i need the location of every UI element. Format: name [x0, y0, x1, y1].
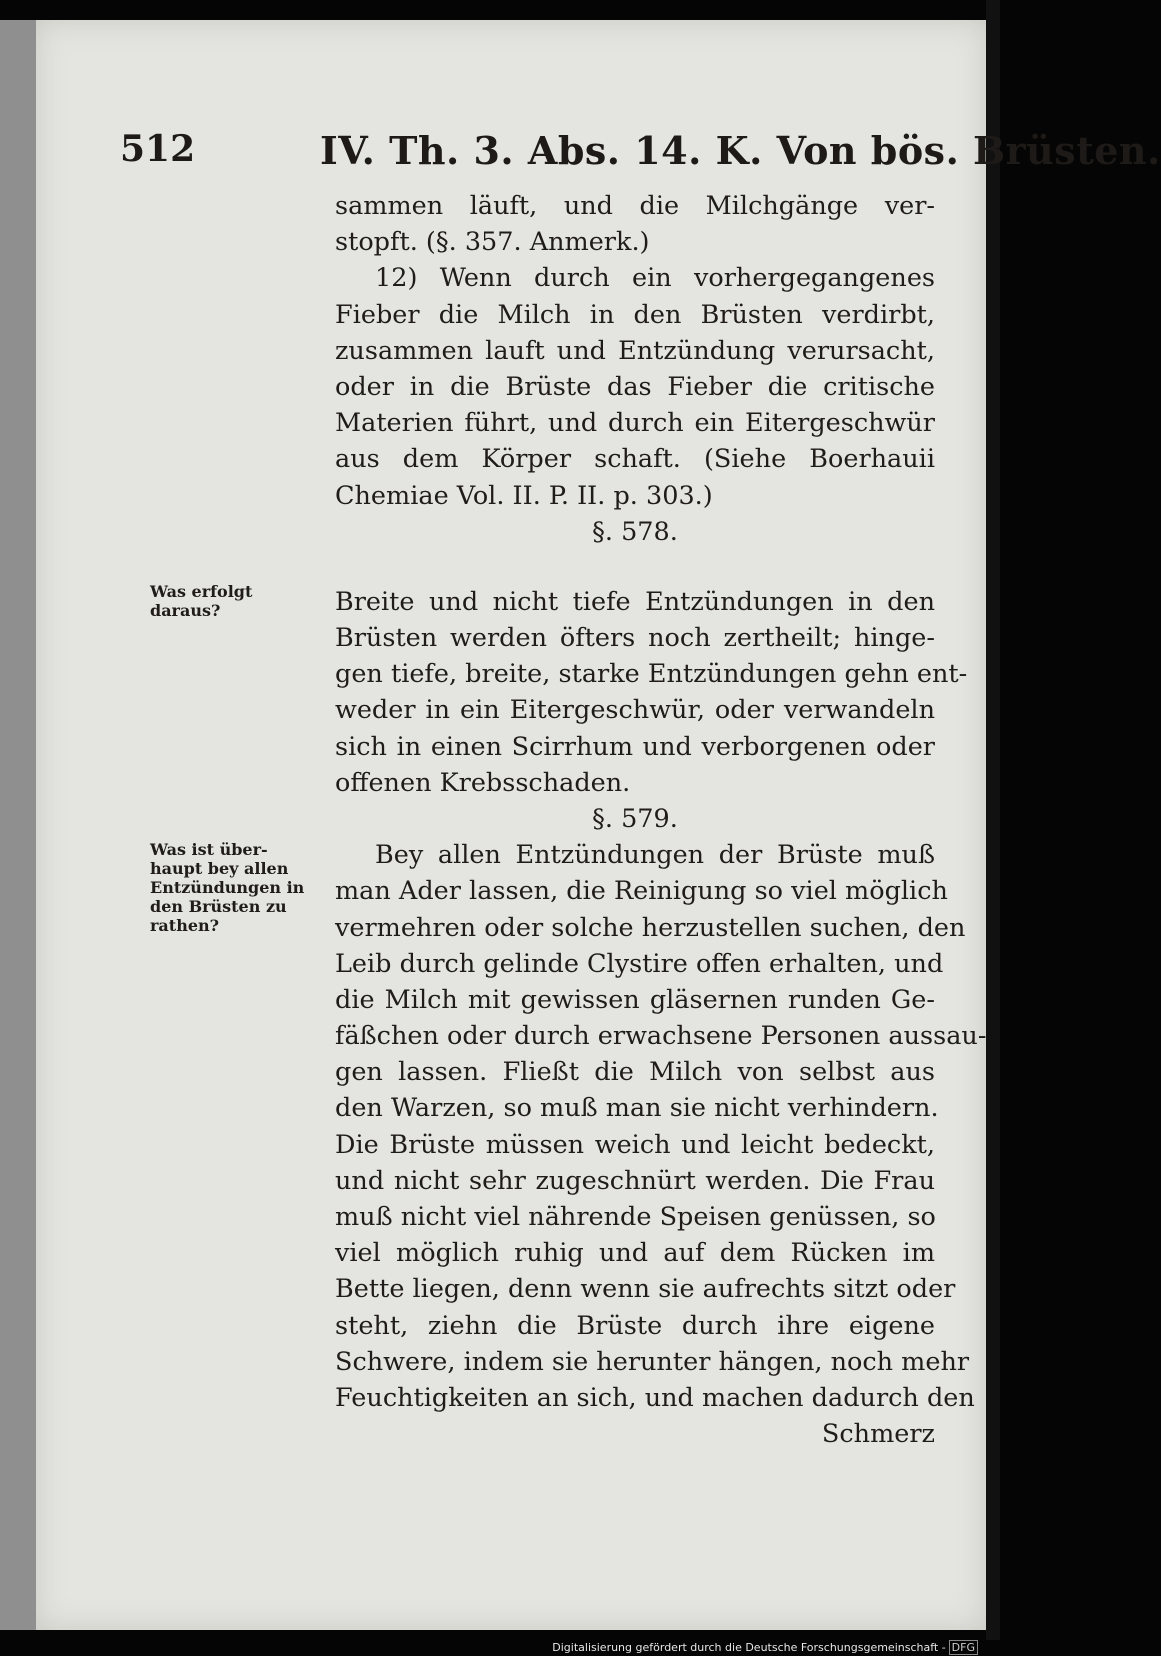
catchword: Schmerz — [821, 1419, 935, 1450]
text-line: Brüsten werden öfters noch zertheilt; hinge- — [335, 623, 935, 653]
text-line: viel möglich ruhig und auf dem Rücken im — [335, 1238, 935, 1269]
text-line: Bey allen Entzündungen der Brüste muß — [375, 840, 935, 871]
text-line: zusammen lauft und Entzündung verursacht, — [335, 335, 935, 366]
text-line: steht, ziehn die Brüste durch ihre eigene — [335, 1310, 935, 1341]
text-line: den Warzen, so muß man sie nicht verhindern. — [335, 1093, 939, 1124]
scan-left-edge — [0, 20, 36, 1630]
digitization-credit — [552, 1641, 978, 1654]
text-line: weder in ein Eitergeschwür, oder verwandeln — [335, 695, 935, 726]
margin-note: Was ist über- haupt bey allen Entzündungen in den Brüsten zu rathen? — [150, 840, 305, 935]
credit-text: Digitalisierung gefördert durch die Deutsche Forschungsgemeinschaft - — [552, 1641, 946, 1654]
text-line: oder in die Brüste das Fieber die critische — [335, 371, 935, 402]
text-line: gen tiefe, breite, starke Entzündungen gehn ent- — [335, 659, 968, 690]
text-line: Breite und nicht tiefe Entzündungen in den — [335, 587, 935, 617]
section-heading: §. 579. — [592, 803, 678, 834]
text-line: gen lassen. Fließt die Milch von selbst aus — [335, 1057, 935, 1088]
running-title: IV. Th. 3. Abs. 14. K. Von bös. Brüsten. — [320, 128, 1161, 173]
main-text-578 — [335, 584, 935, 620]
dfg-logo: DFG — [949, 1640, 978, 1655]
text-line: aus dem Körper schaft. (Siehe Boerhauii — [335, 444, 935, 475]
text-line: die Milch mit gewissen gläsernen runden Ge- — [335, 984, 935, 1015]
text-line: 12) Wenn durch ein vorhergegangenes — [375, 263, 935, 294]
text-line: Feuchtigkeiten an sich, und machen dadurch den — [335, 1382, 975, 1413]
text-line: Materien führt, und durch ein Eitergeschwür — [335, 408, 935, 439]
margin-note: Was erfolgt daraus? — [150, 582, 253, 620]
text-line: offenen Krebsschaden. — [335, 767, 631, 798]
page-number: 512 — [120, 128, 196, 170]
text-line: Chemiae Vol. II. P. II. p. 303.) — [335, 480, 713, 511]
main-text-578-cont — [335, 620, 987, 1452]
text-line: vermehren oder solche herzustellen suchen, den — [335, 912, 966, 943]
text-line: sich in einen Scirrhum und verborgenen oder — [335, 731, 935, 762]
scan-right-edge — [986, 0, 1000, 1640]
text-line: Leib durch gelinde Clystire offen erhalten, und — [335, 948, 944, 979]
text-line: Fieber die Milch in den Brüsten verdirbt, — [335, 299, 935, 330]
text-line: und nicht sehr zugeschnürt werden. Die Frau — [335, 1165, 935, 1196]
section-heading: §. 578. — [592, 516, 678, 547]
text-line: sammen läuft, und die Milchgänge ver- — [335, 191, 935, 221]
text-line: muß nicht viel nährende Speisen genüssen, so — [335, 1202, 936, 1232]
text-line: Bette liegen, denn wenn sie aufrechts sitzt oder — [335, 1274, 956, 1305]
main-text — [335, 188, 935, 550]
text-line: man Ader lassen, die Reinigung so viel möglich — [335, 876, 948, 907]
text-line: stopft. (§. 357. Anmerk.) — [335, 227, 650, 258]
page-header — [120, 128, 1161, 178]
text-line: Schwere, indem sie herunter hängen, noch mehr — [335, 1346, 970, 1377]
text-line: fäßchen oder durch erwachsene Personen aussau- — [335, 1021, 987, 1052]
text-line: Die Brüste müssen weich und leicht bedeckt, — [335, 1129, 935, 1160]
